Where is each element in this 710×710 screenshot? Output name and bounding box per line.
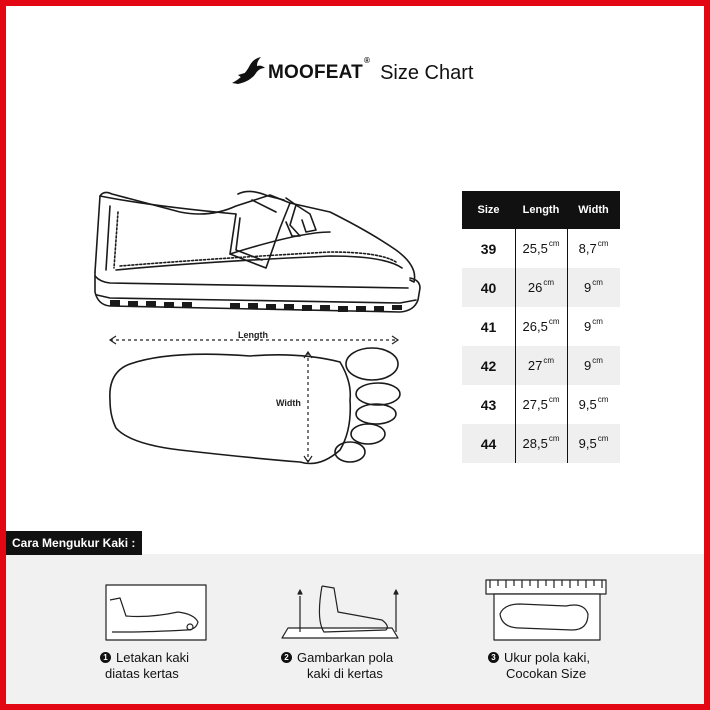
step-number: 1 xyxy=(100,652,111,663)
width-label: Width xyxy=(276,398,301,408)
cell-width: 8,7 cm xyxy=(578,239,609,256)
header-width: Width xyxy=(578,204,609,216)
cell-length: 28,5 cm xyxy=(522,434,560,451)
step-2: 2 Gambarkan pola kaki di kertas xyxy=(281,650,393,682)
cell-length: 26,5 cm xyxy=(522,317,560,334)
cell-width: 9 cm xyxy=(584,278,603,295)
header-length: Length xyxy=(522,204,560,216)
step-number: 2 xyxy=(281,652,292,663)
howto-title: Cara Mengukur Kaki : xyxy=(6,531,142,555)
step-1: 1 Letakan kaki diatas kertas xyxy=(100,650,189,682)
length-label: Length xyxy=(238,330,268,340)
cell-size: 44 xyxy=(480,435,497,452)
step-3: 3 Ukur pola kaki, Cocokan Size xyxy=(488,650,590,682)
cell-size: 41 xyxy=(480,318,497,335)
cell-size: 42 xyxy=(480,357,497,374)
cell-length: 26 cm xyxy=(527,278,555,295)
cell-size: 40 xyxy=(480,279,497,296)
cell-size: 43 xyxy=(480,396,497,413)
cell-size: 39 xyxy=(480,240,497,257)
step-number: 3 xyxy=(488,652,499,663)
cell-width: 9,5 cm xyxy=(578,434,609,451)
cell-length: 25,5 cm xyxy=(522,239,560,256)
cell-width: 9 cm xyxy=(584,356,603,373)
cell-length: 27,5 cm xyxy=(522,395,560,412)
header-size: Size xyxy=(477,204,500,216)
cell-width: 9 cm xyxy=(584,317,603,334)
cell-width: 9,5 cm xyxy=(578,395,609,412)
page-title: Size Chart xyxy=(380,61,474,84)
brand-logo-text: MOOFEAT® xyxy=(268,56,371,83)
cell-length: 27 cm xyxy=(527,356,555,373)
